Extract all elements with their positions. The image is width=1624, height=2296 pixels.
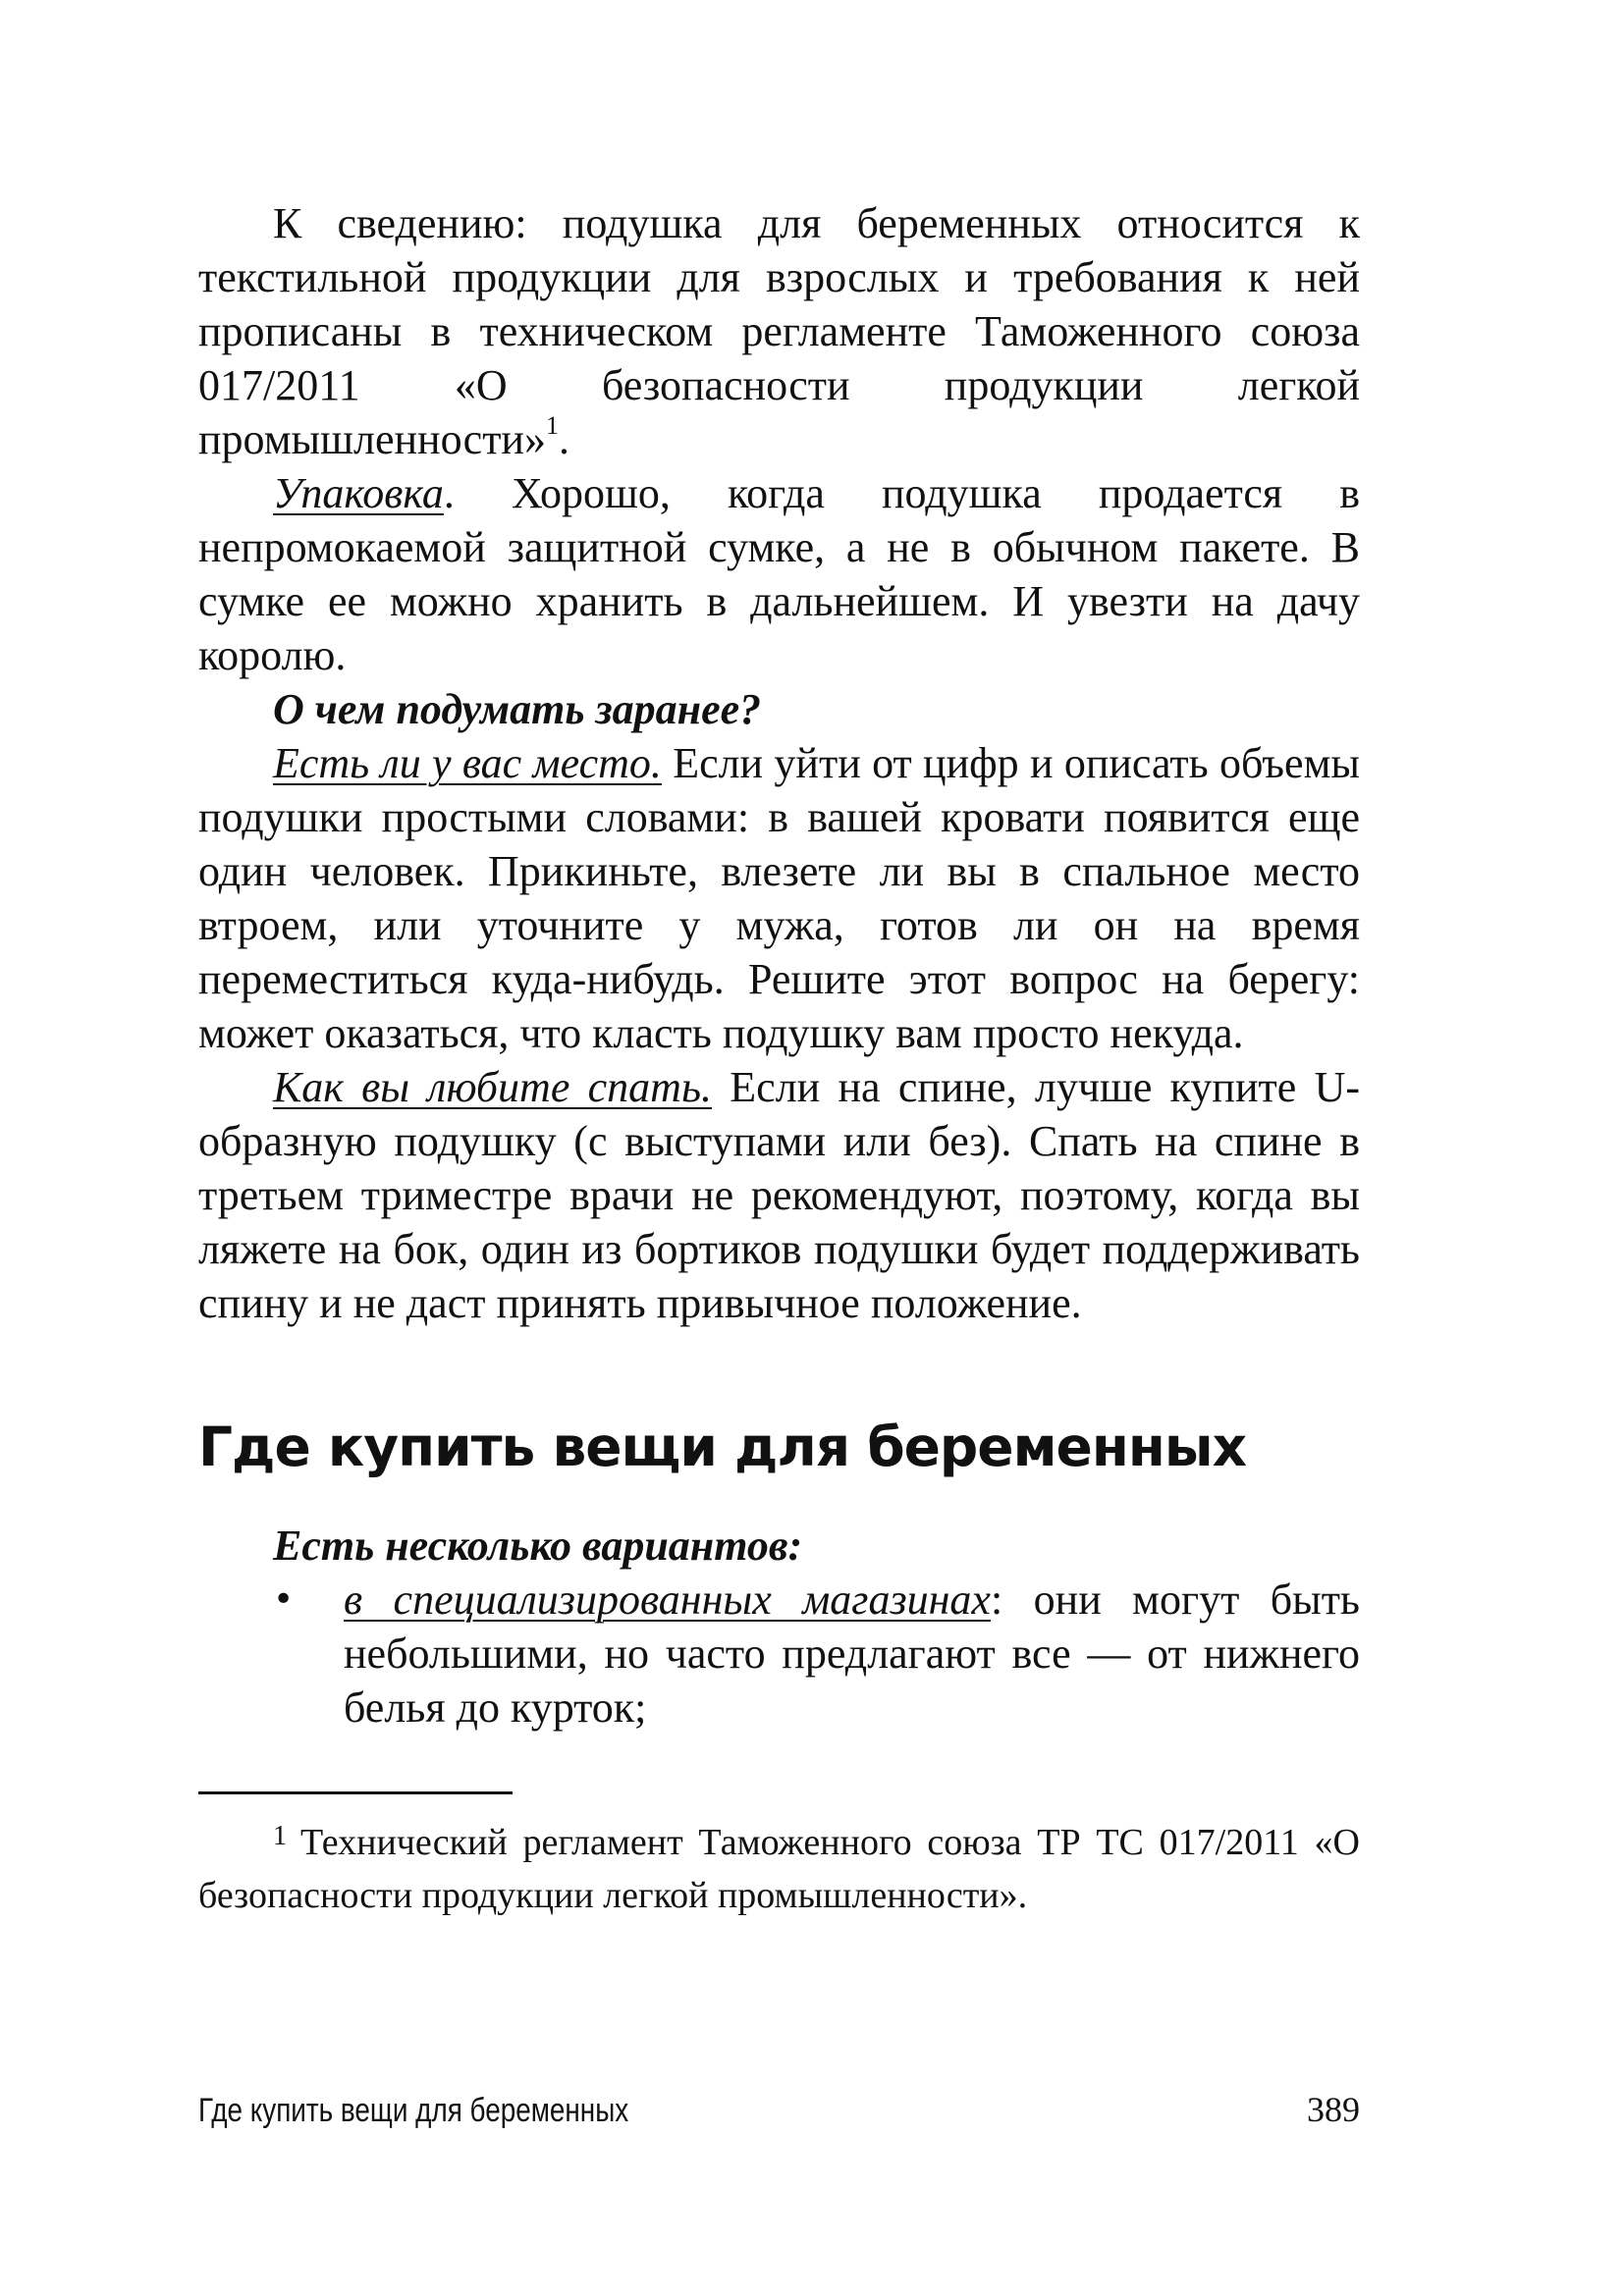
paragraph-sleep-lead: Как вы любите спать. (273, 1063, 712, 1111)
paragraph-packaging-lead: Упаковка (273, 469, 444, 517)
list-item-text: : они могут быть небольшими, но часто предлагают все — от нижнего белья до курток; (344, 1575, 1361, 1732)
bullet-list (198, 1573, 1360, 1735)
section-intro: Есть несколько вариантов: (273, 1522, 803, 1570)
paragraph-sleep-text: Если на спине, лучше купите U-образную подушку (с выступами или без). Спать на спине в третьем триместре врачи не рекомендуют, поэтому, когда вы ляжете на бок, один из бортиков подушки будет поддерживать спину и не даст принять привычное положение. (198, 1063, 1361, 1327)
paragraph-info-text: К сведению: подушка для беременных относится к текстильной продукции для взрослых и требования к ней прописаны в техническом регламенте Таможенного союза 017/2011 «О безопасности продукции легкой промышленности» (198, 199, 1360, 463)
list-item (198, 1573, 1360, 1735)
paragraph-info (198, 196, 1360, 466)
paragraph-space-lead: Есть ли у вас место. (273, 739, 662, 787)
footnote (198, 1818, 1360, 1920)
paragraph-sleep (198, 1060, 1360, 1330)
subheading: О чем подумать заранее? (273, 685, 762, 733)
paragraph-packaging-text: . Хорошо, когда подушка продается в непромокаемой защитной сумке, а не в обычном пакете. В сумке ее можно хранить в дальнейшем. И увезти на дачу королю. (198, 469, 1360, 679)
paragraph-info-end: . (558, 415, 569, 463)
footnote-divider (198, 1791, 513, 1794)
footnote-mark: 1 (273, 1821, 287, 1851)
footnote-text: Технический регламент Таможенного союза ТР ТС 017/2011 «О безопасности продукции легкой промышленности». (198, 1822, 1360, 1916)
list-item-lead: в специализированных магазинах (344, 1575, 991, 1624)
footnote-reference[interactable]: 1 (545, 411, 559, 441)
bullet-icon: • (273, 1579, 295, 1620)
paragraph-space-text: Если уйти от цифр и описать объемы подушки простыми словами: в вашей кровати появится еще один человек. Прикиньте, влезете ли вы в спальное место втроем, или уточните у мужа, готов ли он на время переместиться куда-нибудь. Решите этот вопрос на берегу: может оказаться, что класть подушку вам просто некуда. (198, 739, 1360, 1057)
running-title: Где купить вещи для беременных (198, 2092, 629, 2129)
paragraph-space (198, 736, 1360, 1060)
page-number: 389 (1307, 2090, 1360, 2129)
running-footer (198, 2089, 1360, 2130)
page-body (198, 196, 1360, 1920)
paragraph-packaging (198, 466, 1360, 682)
section-heading: Где купить вещи для беременных (198, 1415, 1247, 1478)
